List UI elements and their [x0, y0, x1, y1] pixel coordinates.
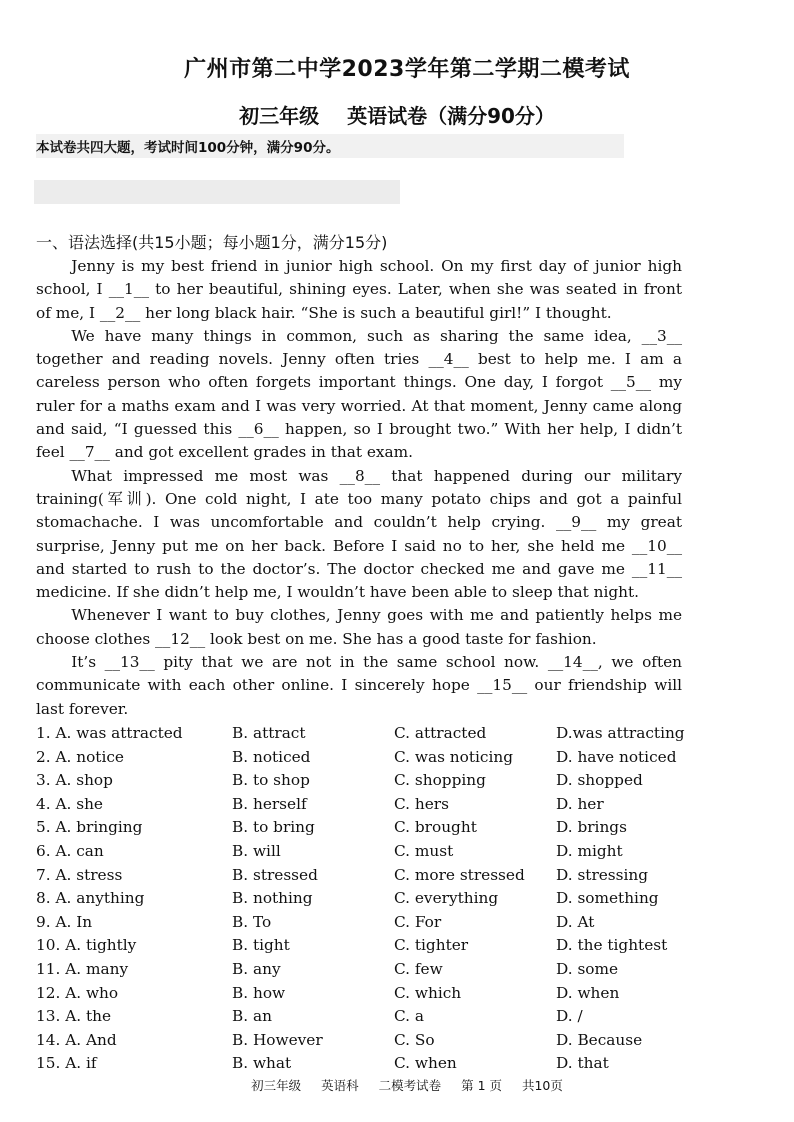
option-d: D. stressing [556, 865, 649, 884]
blank-strip [34, 180, 400, 204]
option-a: 2. A. notice [36, 747, 124, 766]
option-b: B. will [232, 841, 281, 860]
question-row [36, 816, 736, 840]
option-d: D. something [556, 889, 659, 908]
footer-subject: 英语科 [321, 1078, 359, 1093]
option-d: D. shopped [556, 771, 643, 790]
passage-paragraph: What impressed me most was __8__ that happened during our military training(军训). One cold night, I ate too many potato chips and got a painful stomachache. I was uncomfortable and couldn’t help crying. __9__ my great surprise, Jenny put me on her back. Before I said no to her, she held me __10__ and started to rush to the doctor’s. The doctor checked me and gave me __11__ medicine. If she didn’t help me, I wouldn’t have been able to sleep that night. [36, 466, 682, 602]
question-row [36, 793, 736, 817]
option-d: D. when [556, 983, 620, 1002]
option-b: B. any [232, 959, 281, 978]
question-row [36, 1052, 736, 1076]
passage-paragraph: Whenever I want to buy clothes, Jenny goes with me and patiently helps me choose clothes __12__ look best on me. She has a good taste for fashion. [36, 606, 682, 648]
subject-label: 英语试卷（满分90分） [347, 104, 555, 128]
option-b: B. stressed [232, 865, 318, 884]
question-row [36, 864, 736, 888]
option-a: 5. A. bringing [36, 818, 143, 837]
option-a: 12. A. who [36, 983, 119, 1002]
option-c: C. when [394, 1054, 457, 1073]
option-a: 11. A. many [36, 959, 129, 978]
question-row [36, 769, 736, 793]
question-row [36, 934, 736, 958]
option-c: C. hers [394, 794, 449, 813]
option-b: B. to shop [232, 771, 310, 790]
option-b: B. To [232, 912, 272, 931]
option-c: C. a [394, 1007, 425, 1026]
question-row [36, 746, 736, 770]
question-row [36, 887, 736, 911]
grade-label: 初三年级 [239, 104, 320, 128]
exam-notice: 本试卷共四大题，考试时间100分钟，满分90分。 [36, 134, 624, 158]
option-b: B. herself [232, 794, 307, 813]
footer-grade: 初三年级 [251, 1078, 302, 1093]
answer-options [36, 722, 736, 1076]
section-heading: 一、语法选择(共15小题；每小题1分，满分15分) [36, 233, 388, 252]
option-b: B. what [232, 1054, 292, 1073]
footer-total: 共10页 [521, 1078, 563, 1093]
option-d: D. her [556, 794, 604, 813]
passage-paragraph: We have many things in common, such as sharing the same idea, __3__ together and reading novels. Jenny often tries __4__ best to help me. I am a careless person who often forgets important things. One day, I forgot __5__ my ruler for a maths exam and I was very worried. At that moment, Jenny came along and said, “I guessed this __6__ happen, so I brought two.” With her help, I didn’t feel __7__ and got excellent grades in that exam. [36, 326, 682, 462]
passage [36, 255, 682, 721]
question-row [36, 1029, 736, 1053]
option-b: B. how [232, 983, 286, 1002]
question-row [36, 722, 736, 746]
option-c: C. which [394, 983, 462, 1002]
option-d: D. have noticed [556, 747, 677, 766]
option-a: 7. A. stress [36, 865, 123, 884]
option-a: 8. A. anything [36, 889, 145, 908]
question-row [36, 840, 736, 864]
option-a: 13. A. the [36, 1007, 112, 1026]
option-c: C. was noticing [394, 747, 514, 766]
option-d: D. some [556, 959, 619, 978]
option-d: D. that [556, 1054, 609, 1073]
option-c: C. tighter [394, 936, 469, 955]
option-b: B. tight [232, 936, 290, 955]
option-a: 4. A. she [36, 794, 103, 813]
option-a: 10. A. tightly [36, 936, 137, 955]
option-b: B. an [232, 1007, 272, 1026]
exam-title: 广州市第二中学2023学年第二学期二模考试 [184, 57, 630, 82]
question-row [36, 982, 736, 1006]
option-c: C. brought [394, 818, 477, 837]
option-c: C. shopping [394, 771, 486, 790]
page-footer [0, 1076, 794, 1094]
option-d: D.was attracting [556, 724, 685, 742]
option-d: D. Because [556, 1030, 643, 1049]
footer-exam: 二模考试卷 [378, 1078, 442, 1093]
option-a: 6. A. can [36, 841, 104, 860]
exam-subtitle [0, 100, 794, 129]
option-c: C. For [394, 912, 442, 931]
option-c: C. everything [394, 889, 499, 908]
option-d: D. At [556, 912, 595, 931]
option-d: D. might [556, 841, 623, 860]
option-a: 1. A. was attracted [36, 724, 183, 742]
option-c: C. attracted [394, 724, 487, 742]
option-c: C. must [394, 841, 454, 860]
passage-paragraph: Jenny is my best friend in junior high school. On my first day of junior high school, I __1__ to her beautiful, shining eyes. Later, when she was seated in front of me, I __2__ her long black hair. “She is such a beautiful girl!” I thought. [36, 257, 682, 322]
option-b: B. attract [232, 724, 306, 742]
option-c: C. few [394, 959, 443, 978]
footer-page: 第 1 页 [461, 1078, 502, 1093]
question-row [36, 1005, 736, 1029]
option-a: 3. A. shop [36, 771, 113, 790]
option-b: B. However [232, 1030, 323, 1049]
option-d: D. the tightest [556, 936, 668, 955]
option-b: B. to bring [232, 818, 315, 837]
question-row [36, 958, 736, 982]
option-a: 15. A. if [36, 1054, 97, 1073]
option-b: B. noticed [232, 747, 311, 766]
question-row [36, 911, 736, 935]
option-d: D. brings [556, 818, 627, 837]
option-a: 14. A. And [36, 1030, 117, 1049]
option-d: D. / [556, 1007, 583, 1026]
option-b: B. nothing [232, 889, 313, 908]
option-c: C. So [394, 1030, 435, 1049]
option-c: C. more stressed [394, 865, 525, 884]
passage-paragraph: It’s __13__ pity that we are not in the same school now. __14__, we often communicate with each other online. I sincerely hope __15__ our friendship will last forever. [36, 653, 682, 718]
option-a: 9. A. In [36, 912, 93, 931]
